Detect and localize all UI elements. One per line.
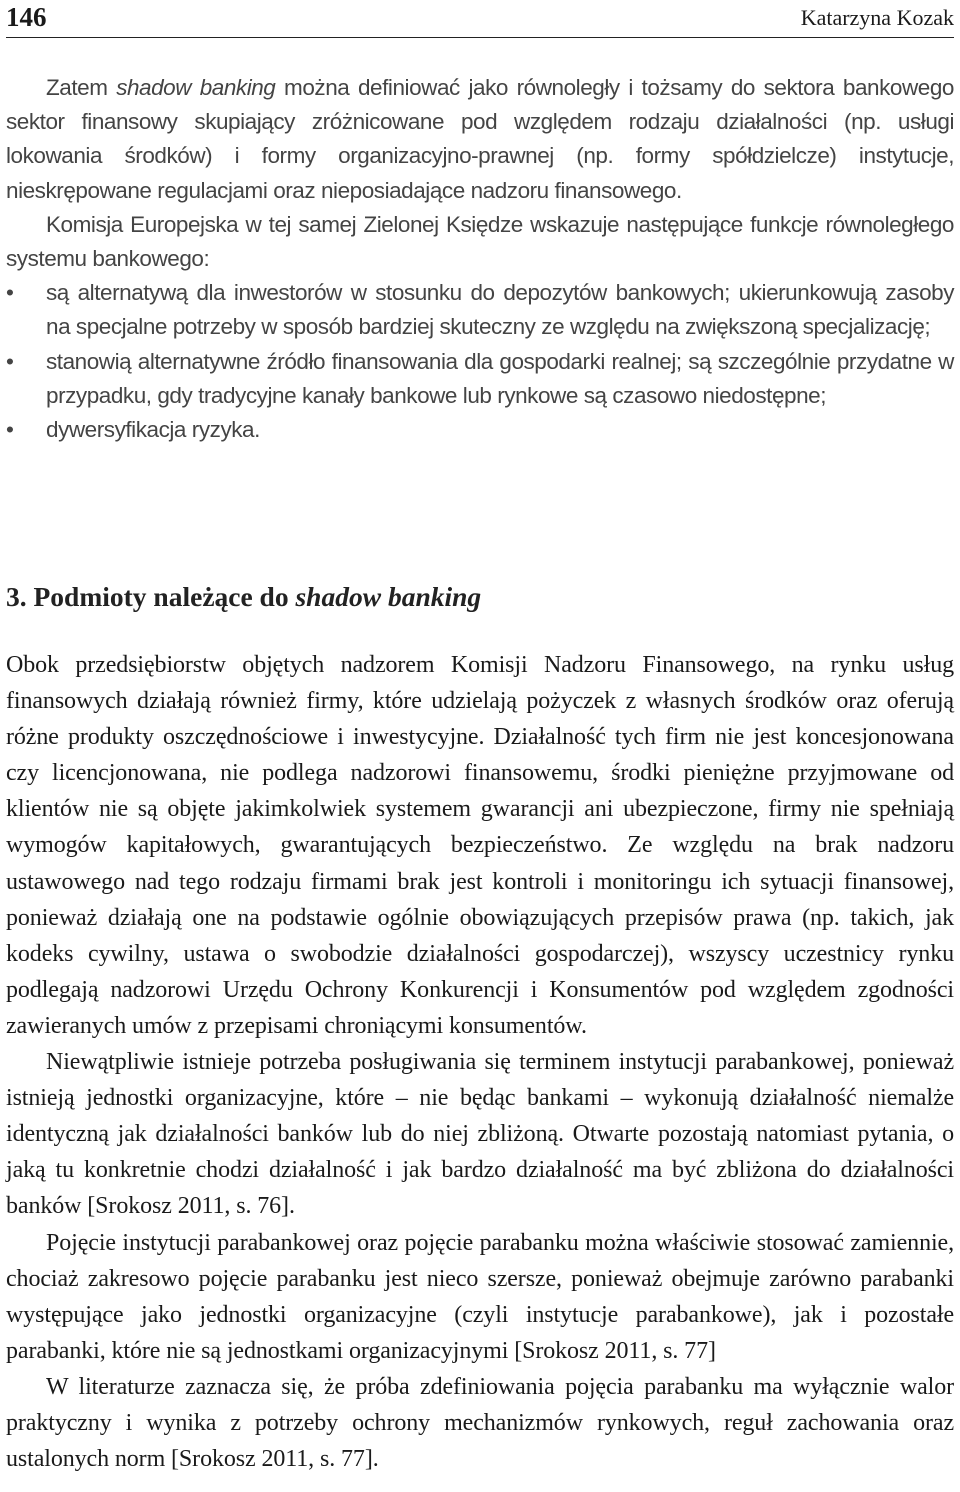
- bullet-marker: •: [6, 348, 14, 374]
- list-item-text: są alternatywą dla inwestorów w stosunku do depozytów bankowych; ukierunkowują zasoby na specjalne potrzeby w sposób bardziej skuteczny ze względu na zwiększoną specjalizację;: [46, 280, 954, 340]
- body-paragraph: Pojęcie instytucji parabankowej oraz pojęcie parabanku można właściwie stosować zamiennie, chociaż zakresowo pojęcie parabanku jest nieco szersze, ponieważ obejmuje zarówno parabanki występujące jako jednostki organizacyjne (czyli instytucje parabankowe), jak i pozostałe parabanki, które nie są jednostkami organizacyjnymi [Srokosz 2011, s. 77]: [6, 1229, 954, 1364]
- bullet-marker: •: [6, 280, 14, 306]
- intro-paragraph-commission: Komisja Europejska w tej samej Zielonej Księdze wskazuje następujące funkcje równoległego systemu bankowego:: [6, 211, 954, 272]
- list-item: [6, 276, 954, 344]
- bullet-marker: •: [6, 417, 14, 443]
- intro-term-shadow-banking: shadow banking: [116, 75, 276, 100]
- intro-block: [6, 71, 954, 447]
- intro-text-rest: można definiować jako równoległy i tożsamy do sektora bankowego sektor finansowy skupiający zróżnicowane pod względem rodzaju działalności (np. usługi lokowania środków) i formy organizacyjno-prawnej (np. formy spółdzielcze) instytucje, nieskrępowane regulacjami oraz nieposiadające nadzoru finansowego.: [6, 75, 954, 203]
- running-header: [0, 0, 960, 38]
- section-title: Podmioty należące do: [33, 581, 289, 612]
- list-item-text: stanowią alternatywne źródło finansowania dla gospodarki realnej; są szczególnie przydatne w przypadku, gdy tradycyjne kanały bankowe lub rynkowe są czasowo niedostępne;: [46, 348, 954, 408]
- section-title-italic: shadow banking: [295, 581, 482, 612]
- list-item: [6, 413, 954, 447]
- body-paragraph: W literaturze zaznacza się, że próba zdefiniowania pojęcia parabanku ma wyłącznie walor praktyczny i wynika z potrzeby ochrony mechanizmów rynkowych, reguł zachowania oraz ustalonych norm [Srokosz 2011, s. 77].: [6, 1373, 954, 1473]
- section-number: 3.: [6, 581, 27, 612]
- functions-list: [6, 276, 954, 447]
- intro-text-start: Zatem: [46, 75, 117, 100]
- body-paragraph: Obok przedsiębiorstw objętych nadzorem Komisji Nadzoru Finansowego, na rynku usług finansowych działają również firmy, które udzielają pożyczek z własnych środków oraz oferują różne produkty oszczędnościowe i inwestycyjne. Działalność tych firm nie jest koncesjonowana czy licencjonowana, nie podlega nadzorowi finansowemu, środki pieniężne przyjmowane od klientów nie są objęte jakimkolwiek systemem gwarancji ani ubezpieczone, firmy nie spełniają wymogów kapitałowych, gwarantujących bezpieczeństwo. Ze względu na brak nadzoru ustawowego nad tego rodzaju firmami brak jest kontroli i monitoringu ich sytuacji finansowej, ponieważ działają one na podstawie ogólnie obowiązujących przepisów prawa (np. takich, jak kodeks cywilny, ustawa o swobodzie działalności gospodarczej), wszyscy uczestnicy rynku podlegają nadzorowi Urzędu Ochrony Konkurencji i Konsumentów pod względem zgodności zawieranych umów z przepisami chroniącymi konsumentów.: [6, 652, 954, 1039]
- intro-paragraph-definition: [6, 71, 954, 208]
- list-item: [6, 345, 954, 413]
- list-item-text: dywersyfikacja ryzyka.: [46, 417, 260, 443]
- page-number: 146: [6, 2, 47, 32]
- running-author: Katarzyna Kozak: [800, 5, 954, 30]
- body-paragraph: Niewątpliwie istnieje potrzeba posługiwania się terminem instytucji parabankowej, ponieważ istnieją jednostki organizacyjne, które – nie będąc bankami – wykonują działalność niemalże identyczną jak działalności banków lub do niej zbliżoną. Otwarte pozostają natomiast pytania, o jaką tu konkretnie chodzi działalność i jak bardzo działalność ma być zbliżona do działalności banków [Srokosz 2011, s. 76].: [6, 1049, 954, 1220]
- section-heading: [6, 577, 954, 617]
- header-rule: [6, 37, 954, 38]
- body-block: [6, 647, 954, 1477]
